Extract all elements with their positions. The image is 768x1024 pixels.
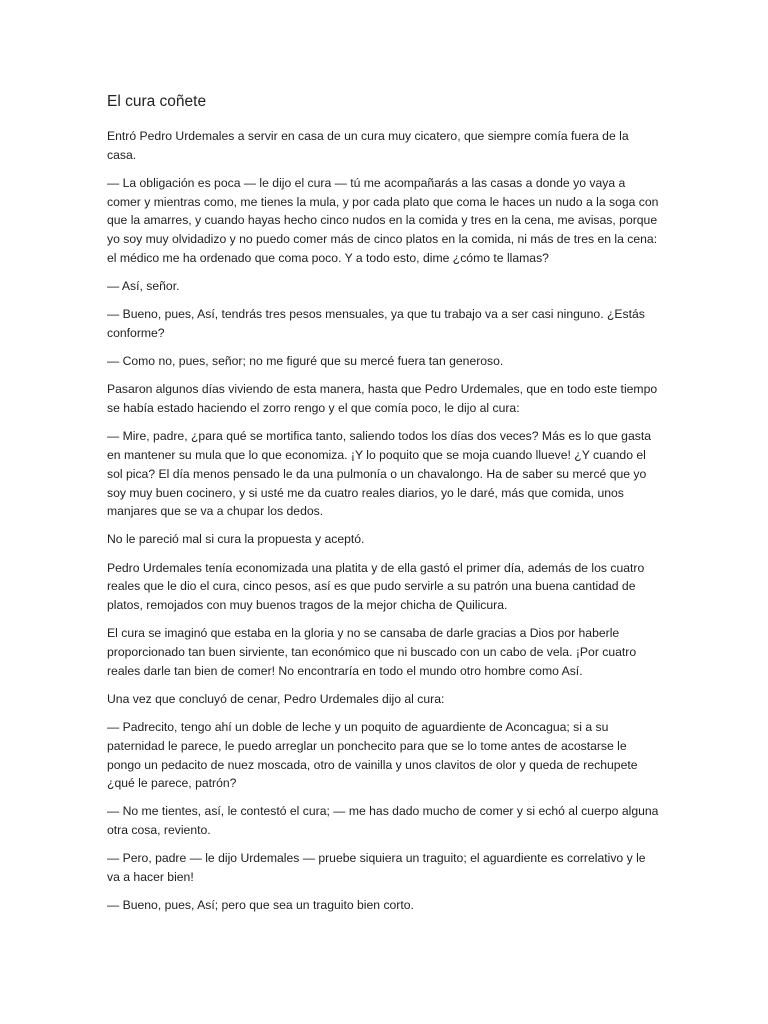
paragraph: — Bueno, pues, Así, tendrás tres pesos mensuales, ya que tu trabajo va a ser casi ninguno. ¿Estás conforme? xyxy=(107,307,645,341)
paragraph: — No me tientes, así, le contestó el cura; — me has dado mucho de comer y si echó al cuerpo alguna otra cosa, reviento. xyxy=(107,804,659,838)
paragraph: — Pero, padre — le dijo Urdemales — pruebe siquiera un traguito; el aguardiente es correlativo y le va a hacer bien! xyxy=(107,851,646,885)
paragraph: No le pareció mal si cura la propuesta y aceptó. xyxy=(107,532,365,547)
paragraph: Pasaron algunos días viviendo de esta manera, hasta que Pedro Urdemales, que en todo este tiempo se había estado haciendo el zorro rengo y el que comía poco, le dijo al cura: xyxy=(107,382,658,416)
paragraph: — Mire, padre, ¿para qué se mortifica tanto, saliendo todos los días dos veces? Más es lo que gasta en mantener su mula que lo que economiza. ¡Y lo poquito que se moja cuando llueve! ¿Y cuando el sol pica? El día menos pensado le da una pulmonía o un chavalongo. Ha de saber su mercé que yo soy muy buen cocinero, y si usté me da cuatro reales diarios, yo le daré, más que comida, unos manjares que se va a chupar los dedos. xyxy=(107,429,651,519)
paragraph: El cura se imaginó que estaba en la gloria y no se cansaba de darle gracias a Dios por haberle proporcionado tan buen sirviente, tan económico que ni buscado con un cabo de vela. ¡Por cuatro reales darle tan bien de comer! No encontraría en todo el mundo otro hombre como Así. xyxy=(107,626,637,678)
paragraph: — Padrecito, tengo ahí un doble de leche y un poquito de aguardiente de Aconcagua; si a su paternidad le parece, le puedo arreglar un ponchecito para que se lo tome antes de acostarse le pongo un pedacito de nuez moscada, otro de vainilla y unos clavitos de olor y queda de rechupete ¿qué le parece, patrón? xyxy=(107,719,638,791)
paragraph: — Como no, pues, señor; no me figuré que su mercé fuera tan generoso. xyxy=(107,354,504,369)
paragraph: Una vez que concluyó de cenar, Pedro Urdemales dijo al cura: xyxy=(107,691,445,706)
paragraph: — Bueno, pues, Así; pero que sea un traguito bien corto. xyxy=(107,898,414,913)
paragraph: Pedro Urdemales tenía economizada una platita y de ella gastó el primer día, además de los cuatro reales que le dio el cura, cinco pesos, así es que pudo servirle a su patrón una buena cantidad de platos, remojados con muy buenos tragos de la mejor chicha de Quilicura. xyxy=(107,560,645,613)
document-page xyxy=(107,90,659,924)
document-title: El cura coñete xyxy=(107,93,207,110)
paragraph: Entró Pedro Urdemales a servir en casa de un cura muy cicatero, que siempre comía fuera de la casa. xyxy=(107,129,629,162)
paragraph: — La obligación es poca — le dijo el cura — tú me acompañarás a las casas a donde yo vaya a comer y mientras como, me tienes la mula, y por cada plato que coma le haces un nudo a la soga con que la amarres, y cuando hayas hecho cinco nudos en la comida y tres en la cena, me avisas, porque yo soy muy olvidadizo y no puedo comer más de cinco platos en la comida, ni más de tres en la cena: el médico me ha ordenado que coma poco. Y a todo esto, dime ¿cómo te llamas? xyxy=(107,175,659,266)
paragraph: — Así, señor. xyxy=(107,279,180,294)
